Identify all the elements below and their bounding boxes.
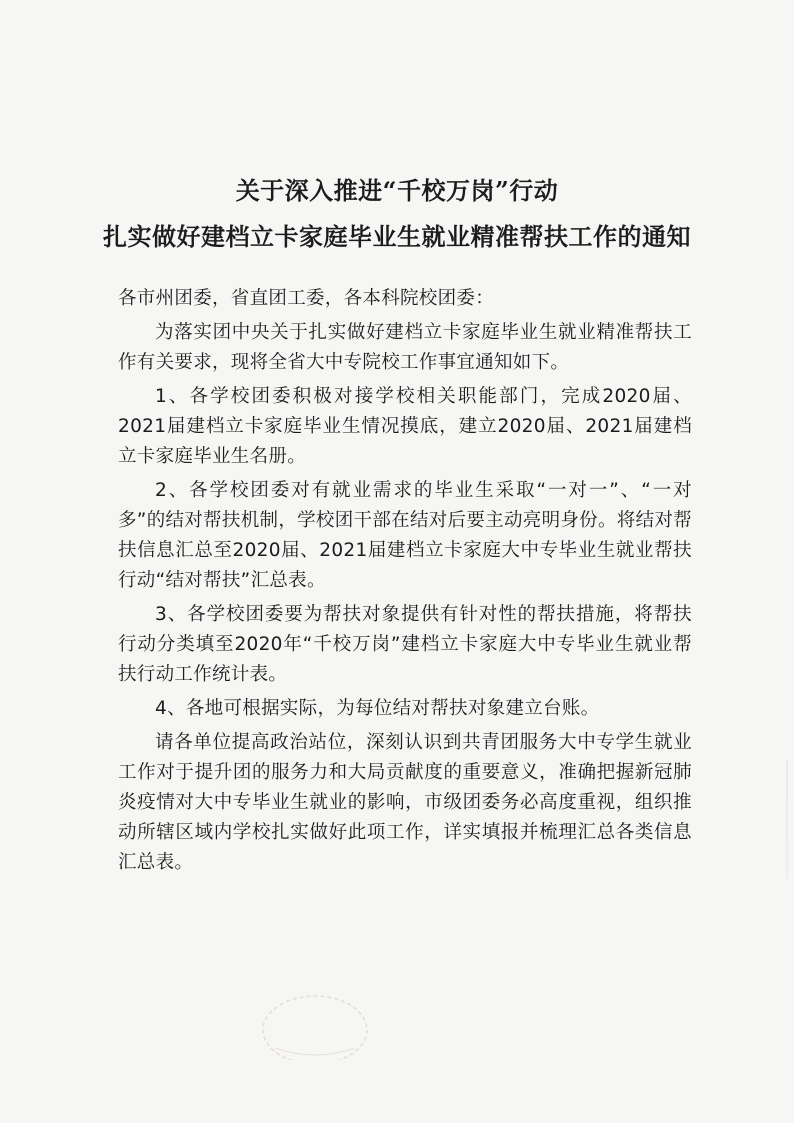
scan-edge-mark [786,760,788,880]
document-body [118,284,692,882]
document-title [0,168,794,260]
paragraph-item-4: 4、各地可根据实际，为每位结对帮扶对象建立台账。 [155,698,600,719]
paragraph-closing: 请各单位提高政治站位，深刻认识到共青团服务大中专学生就业工作对于提升团的服务力和大局贡献度的重要意义，准确把握新冠肺炎疫情对大中专毕业生就业的影响，市级团委务必高度重视，组织推动所辖区域内学校扎实做好此项工作，详实填报并梳理汇总各类信息汇总表。 [118,732,692,873]
greeting: 各市州团委，省直团工委，各本科院校团委： [118,288,495,309]
faded-seal-stamp [255,990,375,1060]
paragraph-item-1: 1、各学校团委积极对接学校相关职能部门，完成2020届、2021届建档立卡家庭毕业生情况摸底，建立2020届、2021届建档立卡家庭毕业生名册。 [118,386,692,467]
title-line-2: 扎实做好建档立卡家庭毕业生就业精准帮扶工作的通知 [103,222,691,251]
paragraph-item-3: 3、各学校团委要为帮扶对象提供有针对性的帮扶措施，将帮扶行动分类填至2020年“千校万岗”建档立卡家庭大中专毕业生就业帮扶行动工作统计表。 [118,604,692,685]
paragraph-item-2: 2、各学校团委对有就业需求的毕业生采取“一对一”、“一对多”的结对帮扶机制，学校团干部在结对后要主动亮明身份。将结对帮扶信息汇总至2020届、2021届建档立卡家庭大中专毕业生就业帮扶行动“结对帮扶”汇总表。 [118,480,692,591]
paragraph-intro: 为落实团中央关于扎实做好建档立卡家庭毕业生就业精准帮扶工作有关要求，现将全省大中专院校工作事宜通知如下。 [118,322,692,373]
title-line-1: 关于深入推进“千校万岗”行动 [235,176,559,205]
